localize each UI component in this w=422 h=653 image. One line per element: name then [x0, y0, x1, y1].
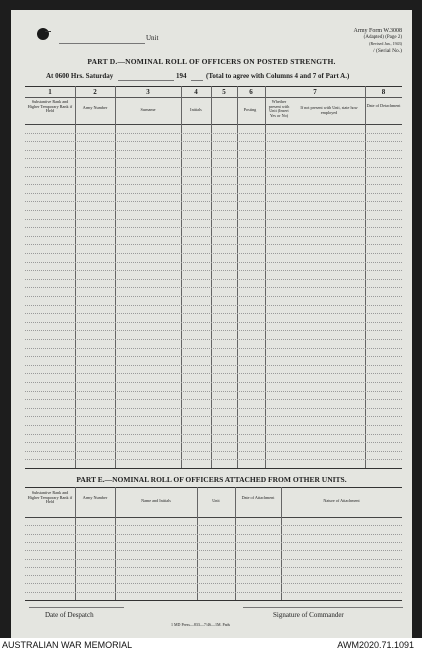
column-header-attachment-nature: Nature of Attachment	[323, 498, 360, 503]
part-e-title: PART E.—NOMINAL ROLL OF OFFICERS ATTACHED FROM OTHER UNITS.	[76, 475, 347, 484]
table-row	[25, 408, 402, 409]
table-bottom-border	[25, 600, 402, 601]
table-row	[25, 210, 402, 211]
table-row	[25, 567, 402, 568]
table-row	[25, 253, 402, 254]
table-row	[25, 373, 402, 374]
column-header-surname: Surname	[140, 107, 156, 112]
part-d-title: PART D.—NOMINAL ROLL OF OFFICERS ON POSTED STRENGTH.	[87, 57, 336, 66]
unit-label: Unit	[146, 34, 159, 42]
col-number: 2	[93, 88, 97, 96]
part-d-subtitle-left: At 0600 Hrs. Saturday	[46, 72, 114, 80]
column-number-border	[25, 97, 402, 98]
table-row	[25, 305, 402, 306]
col-number: 7	[313, 88, 317, 96]
table-row	[25, 176, 402, 177]
signature-line	[243, 607, 403, 608]
column-header-attachment-date: Date of Attachment	[241, 495, 275, 500]
column-header-present: Whether present with Unit (Insert Yes or No)	[268, 99, 290, 118]
table-row	[25, 313, 402, 314]
table-row	[25, 592, 402, 593]
serial-number: / (Serial No.)	[373, 48, 402, 54]
table-row	[25, 296, 402, 297]
col-number: 4	[194, 88, 198, 96]
table-row	[25, 141, 402, 142]
unit-field-line	[59, 43, 145, 44]
form-title: Army Form W.3008	[353, 28, 402, 34]
table-row	[25, 133, 402, 134]
form-sheet	[11, 10, 412, 638]
table-row	[25, 391, 402, 392]
date-field-line	[118, 80, 174, 81]
table-row	[25, 244, 402, 245]
table-row	[25, 434, 402, 435]
table-row	[25, 382, 402, 383]
table-row	[25, 534, 402, 535]
caption-bar	[0, 638, 422, 653]
signature-label: Signature of Commander	[273, 611, 344, 619]
year-field-line	[191, 80, 203, 81]
table-row	[25, 167, 402, 168]
table-row	[25, 322, 402, 323]
table-top-border	[25, 487, 402, 488]
part-d-table	[25, 86, 402, 468]
column-header-rank: Substantive Rank and Higher Temporary Rank if Held	[27, 99, 73, 114]
column-header-rank: Substantive Rank and Higher Temporary Rank if Held	[27, 490, 73, 505]
dash-mark	[45, 31, 51, 32]
table-row	[25, 425, 402, 426]
table-row	[25, 270, 402, 271]
column-header-posting: Posting	[243, 107, 257, 112]
column-header-army-number: Army Number	[82, 105, 108, 110]
table-row	[25, 279, 402, 280]
table-row	[25, 550, 402, 551]
table-row	[25, 262, 402, 263]
table-row	[25, 330, 402, 331]
table-row	[25, 150, 402, 151]
col-number: 5	[222, 88, 226, 96]
print-note: 1 MD Press—833—7/46—1M. Pads	[171, 622, 231, 627]
table-row	[25, 525, 402, 526]
table-row	[25, 236, 402, 237]
table-top-border	[25, 86, 402, 87]
table-row	[25, 348, 402, 349]
table-row	[25, 339, 402, 340]
table-row	[25, 184, 402, 185]
table-row	[25, 542, 402, 543]
col-number: 1	[48, 88, 52, 96]
table-row	[25, 575, 402, 576]
table-row	[25, 365, 402, 366]
table-row	[25, 356, 402, 357]
table-row	[25, 416, 402, 417]
table-row	[25, 201, 402, 202]
despatch-date-line	[29, 607, 124, 608]
column-header-employed: If not present with Unit, state how employed	[300, 105, 358, 115]
table-row	[25, 459, 402, 460]
table-row	[25, 451, 402, 452]
part-e-table	[25, 487, 402, 600]
table-row	[25, 158, 402, 159]
caption-left: AUSTRALIAN WAR MEMORIAL	[2, 640, 133, 650]
column-header-initials: Initials	[190, 107, 202, 112]
table-row	[25, 583, 402, 584]
date-of-despatch-label: Date of Despatch	[45, 611, 94, 619]
table-row	[25, 219, 402, 220]
table-row	[25, 193, 402, 194]
column-header-army-number: Army Number	[82, 495, 108, 500]
form-adapted: (Adapted) (Page 2)	[363, 35, 402, 40]
column-header-unit: Unit	[212, 498, 220, 503]
part-d-subtitle-right: (Total to agree with Columns 4 and 7 of Part A.)	[206, 72, 350, 80]
table-row	[25, 399, 402, 400]
col-number: 3	[146, 88, 150, 96]
table-row	[25, 227, 402, 228]
part-e-rows	[25, 517, 402, 600]
caption-right: AWM2020.71.1091	[337, 640, 414, 650]
column-header-detachment: Date of Detachment	[366, 103, 401, 108]
part-d-year: 194	[176, 72, 187, 80]
part-d-rows	[25, 124, 402, 468]
table-row	[25, 287, 402, 288]
col-number: 6	[249, 88, 253, 96]
table-bottom-border	[25, 468, 402, 469]
col-number: 8	[381, 88, 386, 96]
punch-hole	[37, 28, 49, 40]
table-row	[25, 559, 402, 560]
form-revised: (Revised Jan., 1943)	[369, 41, 402, 46]
table-row	[25, 442, 402, 443]
column-header-name: Name and Initials	[141, 498, 171, 503]
